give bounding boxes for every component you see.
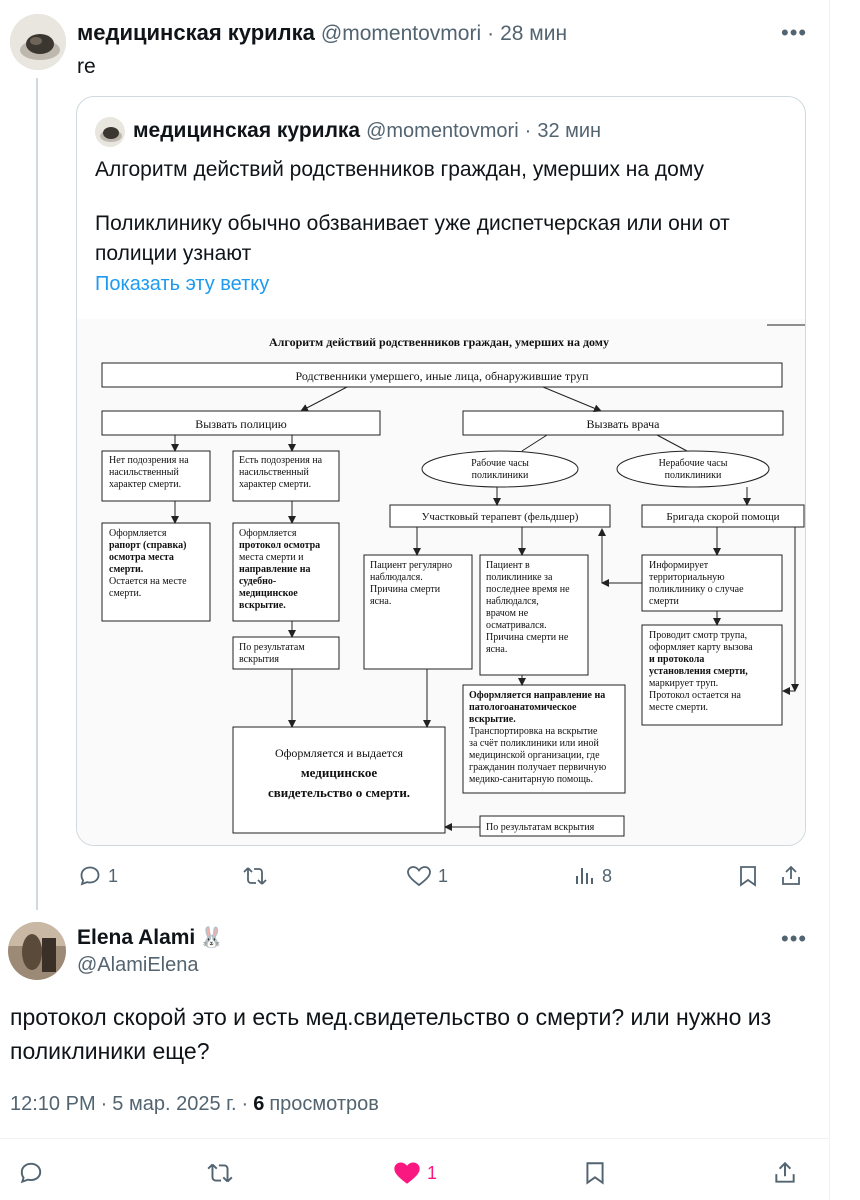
diagram-suspicion-1: Есть подозрения на: [239, 455, 323, 466]
views-icon: [574, 864, 596, 888]
diagram-not-observed-5: врачом не: [486, 608, 529, 619]
thread-line: [36, 78, 38, 910]
diagram-inspects-7: месте смерти.: [649, 702, 709, 713]
diagram-pathology-5: за счёт поликлиники или иной: [469, 738, 599, 749]
diagram-certificate-3: свидетельство о смерти.: [267, 785, 411, 800]
quoted-avatar: [95, 117, 125, 147]
diagram-not-observed-1: Пациент в: [486, 560, 530, 571]
heart-icon: [406, 864, 432, 888]
diagram-informs-4: смерти: [649, 596, 679, 607]
tweet-time[interactable]: 12:10 PM: [10, 1093, 96, 1115]
column-border: [829, 0, 830, 1200]
diagram-off-hours-2: поликлиники: [664, 470, 722, 481]
like-button[interactable]: [393, 1160, 437, 1186]
diagram-report-4: смерти.: [109, 564, 144, 575]
diagram-work-hours-1: Рабочие часы: [471, 458, 529, 469]
avatar[interactable]: [10, 14, 66, 70]
diagram-observed-1: Пациент регулярно: [370, 560, 453, 571]
quoted-handle: @momentovmori: [366, 120, 519, 142]
diagram-off-hours-1: Нерабочие часы: [658, 458, 728, 469]
author-handle[interactable]: @momentovmori: [320, 22, 482, 45]
diagram-pathology-6: медицинской организации, где: [469, 750, 600, 761]
more-options-icon[interactable]: •••: [781, 20, 808, 45]
diagram-report-2: рапорт (справка): [109, 540, 187, 551]
diagram-protocol-7: вскрытие.: [239, 600, 286, 611]
tweet-text: протокол скорой это и есть мед.свидетельство о смерти? или нужно из поликлиники еще?: [10, 1004, 772, 1064]
retweet-icon: [206, 1160, 234, 1186]
diagram-pathology-1: Оформляется направление на: [469, 690, 606, 701]
diagram-not-observed-7: Причина смерти не: [486, 632, 569, 643]
reply-button[interactable]: [18, 1160, 44, 1186]
diagram-inspects-4: установления смерти,: [649, 666, 748, 677]
diagram-not-observed-6: осматривался.: [486, 620, 547, 631]
diagram-protocol-4: направление на: [239, 564, 311, 575]
diagram-report-5: Остается на месте: [109, 576, 187, 587]
like-button[interactable]: [406, 864, 448, 888]
diagram-informs-2: территориальную: [649, 572, 725, 583]
diagram-observed-2: наблюдался.: [370, 572, 423, 583]
diagram-inspects-5: маркирует труп.: [649, 678, 719, 689]
diagram-police: Вызвать полицию: [195, 417, 287, 431]
diagram-ambulance: Бригада скорой помощи: [666, 511, 780, 523]
diagram-certificate-1: Оформляется и выдается: [274, 746, 404, 760]
diagram-autopsy-results-2: По результатам вскрытия: [486, 822, 595, 833]
diagram-no-suspicion-2: насильственный: [109, 467, 179, 478]
diagram-certificate-2: медицинское: [300, 765, 378, 780]
diagram-report-1: Оформляется: [109, 528, 167, 539]
diagram-observed-3: Причина смерти: [370, 584, 441, 595]
more-options-icon[interactable]: •••: [781, 926, 808, 951]
reply-icon: [78, 864, 102, 888]
diagram-protocol-6: медицинское: [239, 588, 298, 599]
diagram-observed-4: ясна.: [370, 596, 392, 607]
bookmark-button[interactable]: [737, 864, 759, 888]
avatar[interactable]: [8, 922, 66, 980]
diagram-autopsy-results-2: вскрытия: [239, 654, 279, 665]
diagram-doctor: Вызвать врача: [586, 417, 660, 431]
share-button[interactable]: [779, 864, 803, 888]
diagram-pathology-4: Транспортировка на вскрытие: [469, 726, 598, 737]
diagram-therapist: Участковый терапевт (фельдшер): [421, 511, 579, 523]
divider: [0, 1138, 829, 1139]
diagram-work-hours-2: поликлиники: [471, 470, 529, 481]
flowchart-image[interactable]: [77, 319, 805, 845]
views-count: 6: [253, 1093, 265, 1115]
diagram-pathology-7: гражданин получает первичную: [469, 762, 607, 773]
share-icon: [772, 1160, 798, 1186]
tweet-text: re: [77, 55, 96, 78]
diagram-informs-1: Информирует: [649, 560, 709, 571]
views-count: 8: [602, 865, 613, 886]
bookmark-icon: [583, 1160, 607, 1186]
show-thread-link[interactable]: Показать эту ветку: [95, 273, 270, 295]
diagram-not-observed-8: ясна.: [486, 644, 508, 655]
share-icon: [779, 864, 803, 888]
views-button[interactable]: [574, 864, 612, 888]
separator: ·: [241, 1093, 249, 1115]
bookmark-icon: [737, 864, 759, 888]
tweet-date[interactable]: 5 мар. 2025 г.: [112, 1093, 237, 1115]
diagram-inspects-2: оформляет карту вызова: [649, 642, 753, 653]
bookmark-button[interactable]: [583, 1160, 607, 1186]
author-name[interactable]: Elena Alami: [77, 925, 196, 949]
retweet-button[interactable]: [206, 1160, 234, 1186]
reply-count: 1: [108, 865, 119, 886]
diagram-root: Родственники умершего, иные лица, обнаружившие труп: [295, 369, 589, 383]
diagram-not-observed-2: поликлинике за: [486, 572, 553, 583]
quoted-tweet-card[interactable]: [76, 96, 806, 846]
diagram-protocol-5: судебно-: [239, 576, 277, 587]
diagram-pathology-3: вскрытие.: [469, 714, 516, 725]
diagram-inspects-6: Протокол остается на: [649, 690, 741, 701]
separator: ·: [524, 120, 532, 142]
separator: ·: [487, 22, 495, 45]
diagram-pathology-8: медико-санитарную помощь.: [469, 774, 593, 785]
rabbit-emoji: 🐰: [199, 927, 225, 949]
diagram-inspects-1: Проводит смотр трупа,: [649, 630, 748, 641]
like-count: 1: [438, 865, 449, 886]
diagram-suspicion-2: насильственный: [239, 467, 309, 478]
diagram-protocol-3: места смерти и: [239, 552, 304, 563]
diagram-report-6: смерти.: [109, 588, 142, 599]
diagram-protocol-1: Оформляется: [239, 528, 297, 539]
diagram-no-suspicion-1: Нет подозрения на: [109, 455, 189, 466]
tweet-time[interactable]: 28 мин: [500, 22, 568, 45]
like-count: 1: [427, 1162, 438, 1183]
author-handle[interactable]: @AlamiElena: [77, 954, 199, 976]
diagram-pathology-2: патологоанатомическое: [469, 702, 577, 713]
views-label: просмотров: [269, 1093, 379, 1115]
diagram-report-3: осмотра места: [109, 552, 174, 563]
quoted-author-name: медицинская курилка: [133, 119, 361, 142]
separator: ·: [100, 1093, 108, 1115]
heart-filled-icon: [393, 1160, 421, 1186]
quoted-time: 32 мин: [537, 120, 602, 142]
diagram-autopsy-results-1: По результатам: [239, 642, 305, 653]
diagram-inspects-3: и протокола: [649, 654, 705, 665]
diagram-informs-3: поликлинику о случае: [649, 584, 744, 595]
reply-button[interactable]: [78, 864, 118, 888]
diagram-no-suspicion-3: характер смерти.: [109, 479, 182, 490]
diagram-title: Алгоритм действий родственников граждан, умерших на дому: [269, 335, 609, 349]
diagram-suspicion-3: характер смерти.: [239, 479, 312, 490]
share-button[interactable]: [772, 1160, 798, 1186]
reply-icon: [18, 1160, 44, 1186]
quoted-text-line1: Алгоритм действий родственников граждан, умерших на дому: [95, 158, 705, 181]
retweet-icon: [242, 864, 268, 888]
retweet-button[interactable]: [242, 864, 274, 888]
diagram-not-observed-3: последнее время не: [486, 584, 570, 595]
author-name[interactable]: медицинская курилка: [77, 20, 315, 45]
quoted-text-line2: Поликлинику обычно обзванивает уже диспетчерская или они от полиции узнают: [95, 212, 730, 265]
diagram-protocol-2: протокол осмотра: [239, 540, 321, 551]
diagram-not-observed-4: наблюдался,: [486, 596, 539, 607]
